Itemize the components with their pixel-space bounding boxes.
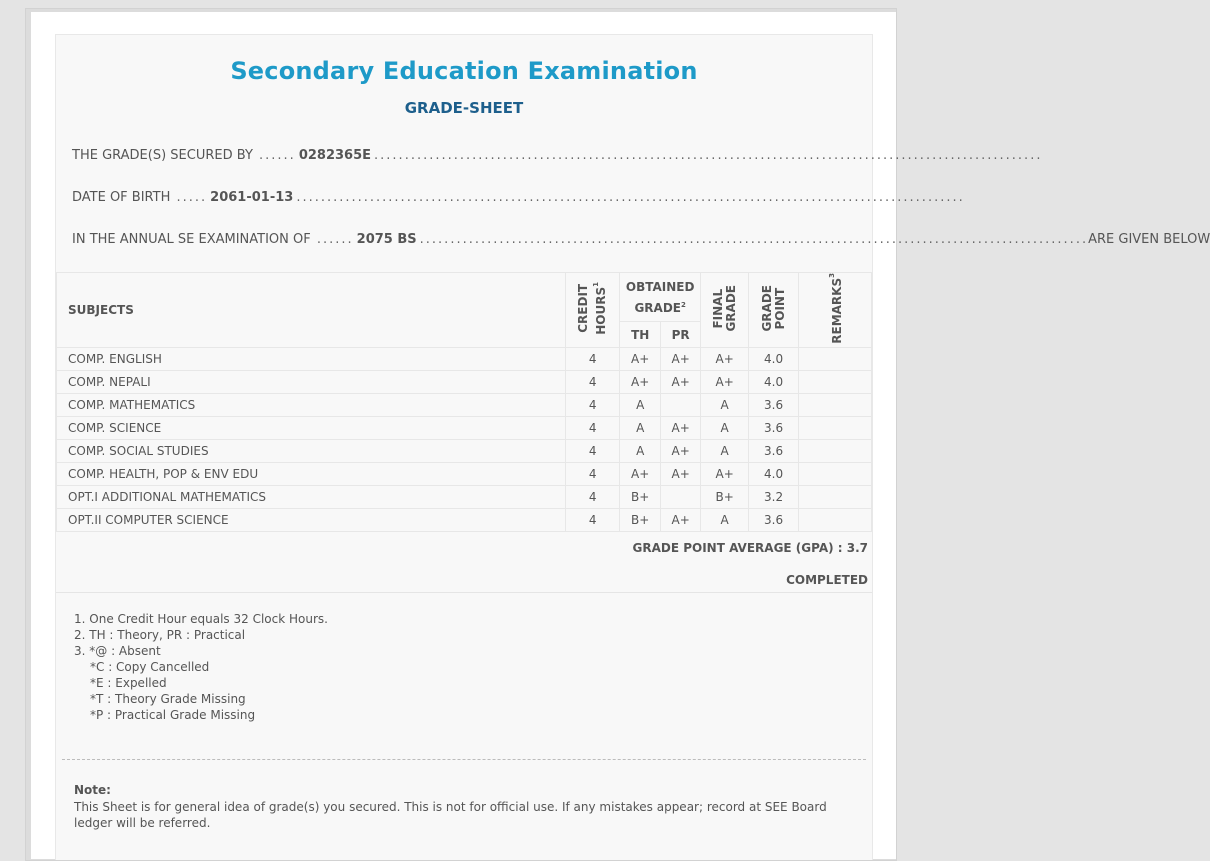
grade-point-cell: 3.2 (749, 485, 799, 508)
subject-cell: OPT.I ADDITIONAL MATHEMATICS (57, 485, 566, 508)
credit-cell: 4 (566, 439, 620, 462)
grade-point-cell: 4.0 (749, 347, 799, 370)
remarks-cell (799, 393, 872, 416)
grade-point-header: GRADE POINT (749, 273, 799, 348)
credit-cell: 4 (566, 485, 620, 508)
page-title: Secondary Education Examination (230, 57, 698, 85)
final-grade-cell: A+ (701, 370, 749, 393)
table-row (57, 508, 872, 531)
remarks-cell (799, 416, 872, 439)
page-subtitle: GRADE-SHEET (404, 99, 524, 117)
grade-sheet (55, 34, 1210, 860)
table-row (57, 416, 872, 439)
pr-cell: A+ (661, 439, 701, 462)
credit-cell: 4 (566, 393, 620, 416)
footnote-item: 2. TH : Theory, PR : Practical (74, 628, 246, 642)
remarks-cell (799, 347, 872, 370)
leader-dots: ...... (252, 148, 296, 163)
dashed-divider (62, 759, 866, 760)
footnote-item: *E : Expelled (90, 676, 167, 690)
grade-table (56, 272, 872, 532)
subject-cell: COMP. ENGLISH (57, 347, 566, 370)
credit-cell: 4 (566, 508, 620, 531)
dob-line (72, 190, 965, 210)
final-grade-cell: A (701, 439, 749, 462)
footnote-item: *C : Copy Cancelled (90, 660, 210, 674)
subject-cell: COMP. MATHEMATICS (57, 393, 566, 416)
exam-tail: ARE GIVEN BELOW (1088, 232, 1210, 247)
symbol-number: 0282365E (298, 148, 372, 163)
leader-dots: ............................................................................................................. (296, 190, 965, 205)
credit-cell: 4 (566, 347, 620, 370)
pr-cell: A+ (661, 462, 701, 485)
exam-line (72, 232, 1210, 252)
secured-by-label: THE GRADE(S) SECURED BY (72, 148, 253, 163)
exam-year: 2075 BS (356, 232, 417, 247)
table-row (57, 439, 872, 462)
pr-cell (661, 393, 701, 416)
leader-dots: ...... (310, 232, 354, 247)
final-grade-cell: B+ (701, 485, 749, 508)
credit-cell: 4 (566, 462, 620, 485)
grade-point-cell: 4.0 (749, 462, 799, 485)
footnote-item: 1. One Credit Hour equals 32 Clock Hours. (74, 612, 328, 626)
table-row (57, 347, 872, 370)
grade-point-cell: 3.6 (749, 393, 799, 416)
table-row (57, 370, 872, 393)
note-text: This Sheet is for general idea of grade(s) you secured. This is not for official use. If any mistakes appear; record at SEE Board ledger will be referred. (74, 800, 827, 830)
pr-cell: A+ (661, 347, 701, 370)
remarks-cell (799, 370, 872, 393)
footnotes-list (74, 611, 328, 723)
subject-cell: COMP. SOCIAL STUDIES (57, 439, 566, 462)
result-status: COMPLETED (786, 573, 868, 587)
subject-cell: OPT.II COMPUTER SCIENCE (57, 508, 566, 531)
th-cell: B+ (620, 508, 661, 531)
grade-point-cell: 4.0 (749, 370, 799, 393)
leader-dots: ............................................................................................................. (419, 232, 1089, 247)
subject-cell: COMP. NEPALI (57, 370, 566, 393)
credit-hours-header: CREDIT HOURS$^1$ (566, 273, 620, 348)
table-row (57, 393, 872, 416)
final-grade-cell: A (701, 416, 749, 439)
th-cell: B+ (620, 485, 661, 508)
footnote-item: *T : Theory Grade Missing (90, 692, 246, 706)
divider (56, 592, 872, 593)
grade-point-cell: 3.6 (749, 508, 799, 531)
note-heading: Note: (74, 783, 111, 797)
leader-dots: ............................................................................................................. (374, 148, 1043, 163)
subject-cell: COMP. SCIENCE (57, 416, 566, 439)
pr-header: PR (661, 322, 701, 347)
pr-cell: A+ (661, 416, 701, 439)
dob-value: 2061-01-13 (210, 190, 294, 205)
remarks-header: REMARKS$^3$ (799, 273, 872, 348)
secured-by-line (72, 148, 1043, 168)
pr-cell: A+ (661, 508, 701, 531)
subject-cell: COMP. HEALTH, POP & ENV EDU (57, 462, 566, 485)
footnote-item: *P : Practical Grade Missing (90, 708, 256, 722)
th-cell: A (620, 439, 661, 462)
remarks-cell (799, 439, 872, 462)
th-cell: A+ (620, 462, 661, 485)
exam-label: IN THE ANNUAL SE EXAMINATION OF (72, 232, 311, 247)
remarks-cell (799, 462, 872, 485)
final-grade-header: FINAL GRADE (701, 273, 749, 348)
footnote-item: 3. *@ : Absent (74, 644, 161, 658)
pr-cell (661, 485, 701, 508)
th-header: TH (620, 322, 661, 347)
th-cell: A (620, 393, 661, 416)
table-row (57, 462, 872, 485)
dob-label: DATE OF BIRTH (72, 190, 171, 205)
obtained-grade-header: OBTAINED GRADE$^2$ (620, 273, 701, 322)
final-grade-cell: A+ (701, 347, 749, 370)
remarks-cell (799, 508, 872, 531)
credit-cell: 4 (566, 416, 620, 439)
subjects-header: SUBJECTS (57, 273, 566, 348)
pr-cell: A+ (661, 370, 701, 393)
gpa-summary: GRADE POINT AVERAGE (GPA) : 3.7 (632, 541, 868, 555)
final-grade-cell: A (701, 393, 749, 416)
grade-point-cell: 3.6 (749, 416, 799, 439)
remarks-cell (799, 485, 872, 508)
th-cell: A (620, 416, 661, 439)
final-grade-cell: A (701, 508, 749, 531)
table-row (57, 485, 872, 508)
credit-cell: 4 (566, 370, 620, 393)
grade-point-cell: 3.6 (749, 439, 799, 462)
th-cell: A+ (620, 347, 661, 370)
final-grade-cell: A+ (701, 462, 749, 485)
leader-dots: ..... (170, 190, 208, 205)
th-cell: A+ (620, 370, 661, 393)
